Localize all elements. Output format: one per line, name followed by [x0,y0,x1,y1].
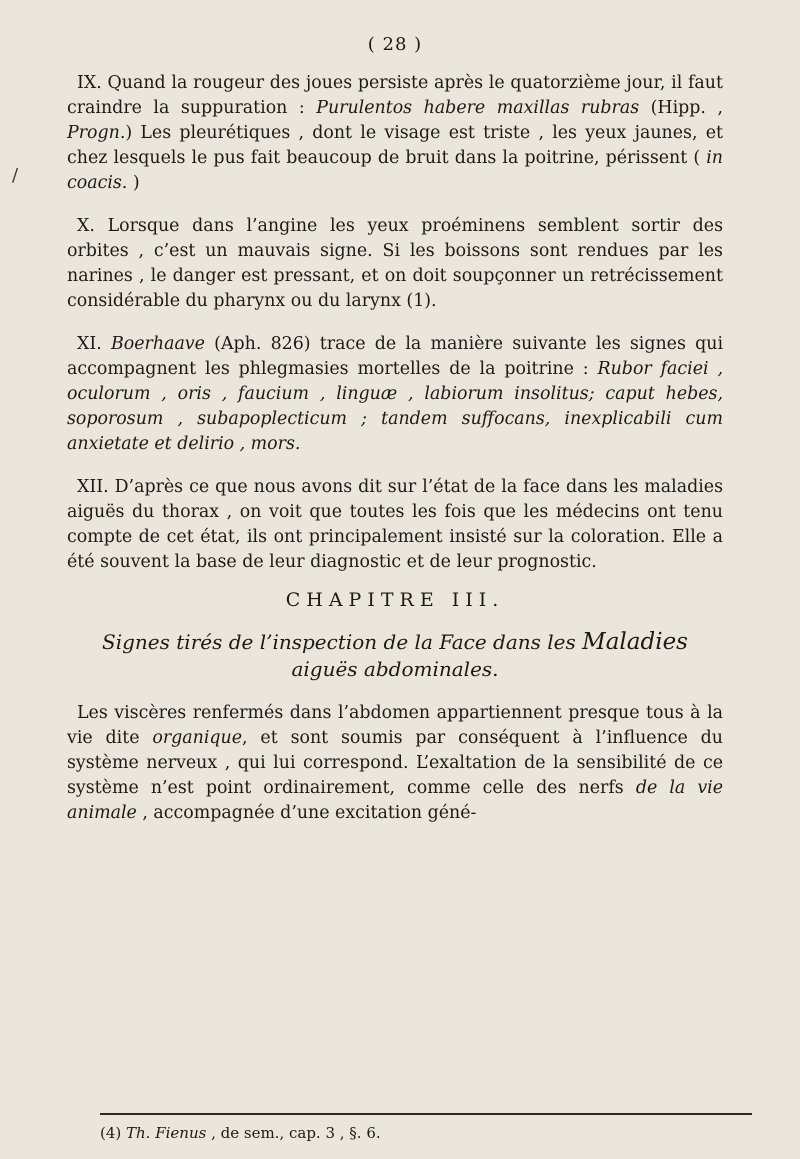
footnote-divider [100,1113,752,1115]
footnote-author: Th. Fienus [126,1124,207,1142]
citation: Progn. [67,123,126,143]
margin-mark: / [12,165,19,186]
citation: in coacis. [67,148,723,193]
emphasis: de la vie animale [67,778,724,823]
page-number: ( 28 ) [367,34,423,55]
paragraph-abdominal: Les viscères renfermés dans l’abdomen appartiennent presque tous à la vie dite organique, et sont soumis par conséquent à l’influence du système nerveux , qui lui correspond. L’exaltation de la sensibilité de ce système n’est point ordinairement, comme celle des nerfs de la vie animale , accompagnée d’une excitation géné- [67,703,724,823]
latin-quote: Purulentos habere maxillas rubras [316,98,640,118]
paragraph-x: X. Lorsque dans l’angine les yeux proéminens semblent sortir des orbites , c’est un mauvais signe. Si les boissons sont rendues par les narines , le danger est pressant, et on doit soupçonner un retrécissement considérable du pharynx ou du larynx (1). [67,216,723,311]
emphasis: organique [152,728,243,748]
section-title: Signes tirés de l’inspection de la Face dans les Maladies aiguës abdominales. [102,629,688,681]
paragraph-xi: XI. Boerhaave (Aph. 826) trace de la manière suivante les signes qui accompagnent les phlegmasies mortelles de la poitrine : Rubor faciei , oculorum , oris , faucium , linguæ , labiorum insolitus; caput hebes, soporosum , subapoplecticum ; tandem suffocans, inexplicabili cum anxietate et delirio , mors. [67,334,724,454]
paragraph-xii: XII. D’après ce que nous avons dit sur l’état de la face dans les maladies aiguës du thorax , on voit que toutes les fois que les médecins ont tenu compte de cet état, ils ont principalement insisté sur la coloration. Elle a été souvent la base de leur diagnostic et de leur prognostic. [67,477,723,572]
author-name: Boerhaave [111,334,205,354]
footnote: (4) Th. Fienus , de sem., cap. 3 , §. 6. [100,1124,381,1142]
paragraph-ix: IX. Quand la rougeur des joues persiste après le quatorzième jour, il faut craindre la suppuration : Purulentos habere maxillas rubras (Hipp. , Progn.) Les pleurétiques , dont le visage est triste , les yeux jaunes, et chez lesquels le pus fait beaucoup de bruit dans la poitrine, périssent ( in coacis. ) [67,73,723,193]
latin-quote: Rubor faciei , oculorum , oris , faucium , linguæ , labiorum insolitus; caput hebes, soporosum , subapoplecticum ; tandem suffocans, inexplicabili cum anxietate et delirio , mors. [67,359,723,454]
page-content [67,34,723,844]
chapter-title: CHAPITRE III. [285,589,505,611]
